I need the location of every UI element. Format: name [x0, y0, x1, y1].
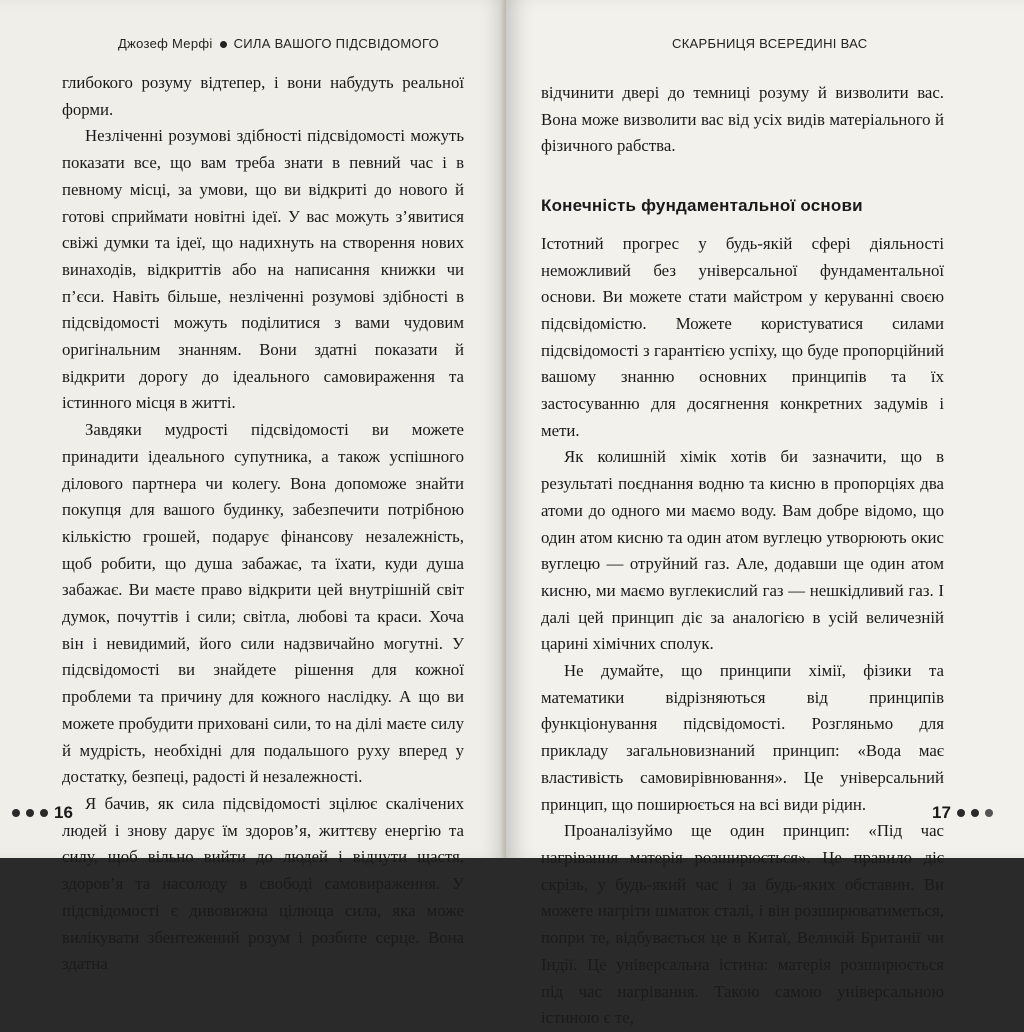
right-running-head: СКАРБНИЦЯ ВСЕРЕДИНІ ВАС	[672, 36, 868, 51]
dot-ornament	[985, 809, 993, 817]
page-number-16: 16	[54, 803, 73, 822]
paragraph: Завдяки мудрості підсвідомості ви можете принадити ідеального супутника, а також успішного ділового партнера чи колегу. Вона допоможе знайти покупця для вашого будинку, забезпечити потрібною кількістю грошей, подарує фінансову незалежність, щоб робити, що душа забажає, та їхати, куди душа забажає. Ви маєте право відкрити цей внутрішній світ думок, почуттів і сили; світла, любові та краси. Хоча він і невидимий, його сили надзвичайно могутні. У підсвідомості ви знайдете рішення для кожної проблеми та причину для кожного наслідку. А що ви можете пробудити приховані сили, то на ділі маєте силу й мудрість, необхідні для подальшого руху вперед у достатку, безпеці, радості й незалежності.	[62, 420, 464, 787]
paragraph: Істотний прогрес у будь-якій сфері діяльності неможливий без універсальної фундаментальної основи. Ви можете стати майстром у керуванні своєю підсвідомістю. Можете користуватися силами підсвідомості з гарантією успіху, що буде пропорційний вашому знанню основних принципів та їх застосуванню для досягнення конкретних задумів і мети.	[541, 233, 944, 440]
right-page	[506, 0, 1024, 1028]
right-body-text	[541, 80, 944, 1032]
page-number-17: 17	[932, 803, 951, 822]
running-head-book-title: СИЛА ВАШОГО ПІДСВІДОМОГО	[233, 36, 439, 51]
left-page	[0, 0, 508, 974]
paragraph: відчинити двері до темниці розуму й визволити вас. Вона може визволити вас від усіх видів матеріального й фізичного рабства.	[541, 83, 944, 156]
right-page-number	[932, 803, 993, 823]
dot-ornament	[971, 809, 979, 817]
left-page-number	[12, 803, 73, 823]
dot-ornament	[26, 809, 34, 817]
bullet-separator	[220, 41, 227, 48]
dot-ornament	[957, 809, 965, 817]
paragraph: глибокого розуму відтепер, і вони набудуть реальної форми.	[62, 73, 464, 119]
paragraph: Я бачив, як сила підсвідомості зцілює скалічених людей і знову дарує їм здоров’я, життєву енергію та силу, щоб вільно вийти до людей і відчути щастя, здоров’я та насолоду в свободі самовираження. У підсвідомості є дивовижна цілюща сила, яка може вилікувати збентежений розум і розбите серце. Вона здатна	[62, 793, 464, 974]
paragraph: Як колишній хімік хотів би зазначити, що в результаті поєднання водню та кисню в пропорціях два атоми до одного ми маємо воду. Вам добре відомо, що один атом кисню та один атом вуглецю утворюють окис вуглецю — отруйний газ. Але, додавши ще один атом кисню, ми маємо вуглекислий газ — нешкідливий газ. І далі цей принцип діє за аналогією в усій величезній царині хімічних сполук.	[541, 447, 944, 654]
paragraph: Проаналізуймо ще один принцип: «Під час нагрівання матерія розширюється». Це правило діє скрізь, у будь-який час і за будь-яких обставин. Ви можете нагріти шматок сталі, і він розширюватиметься, попри те, відбувається це в Китаї, Великій Британії чи Індії. Це універсальна істина: матерія розширюється під час нагрівання. Такою самою універсальною істиною є те,	[541, 821, 944, 1028]
dot-ornament	[12, 809, 20, 817]
left-running-head	[118, 36, 439, 51]
running-head-author: Джозеф Мерфі	[118, 36, 213, 51]
dot-ornament	[40, 809, 48, 817]
paragraph: Незліченні розумові здібності підсвідомості можуть показати все, що вам треба знати в певний час і в певному місці, за умови, що ви відкриті до нового й готові сприймати новітні ідеї. У вас можуть з’явитися свіжі думки та ідеї, що надихнуть на створення нових винаходів, відкриттів або на написання книжки чи п’єси. Навіть більше, незліченні розумові здібності в підсвідомості можуть поділитися з вами чудовим оригінальним знанням. Вони здатні показати й відкрити дорогу до ідеального самовираження та істинного місця в житті.	[62, 126, 464, 413]
section-heading: Конечність фундаментальної основи	[541, 196, 863, 216]
left-body-text	[62, 70, 464, 978]
paragraph: Не думайте, що принципи хімії, фізики та математики відрізняються від принципів функціонування підсвідомості. Розгляньмо для прикладу загальновизнаний принцип: «Вода має властивість самовирівнювання». Це універсальний принцип, що поширюється на всі види рідин.	[541, 661, 944, 814]
